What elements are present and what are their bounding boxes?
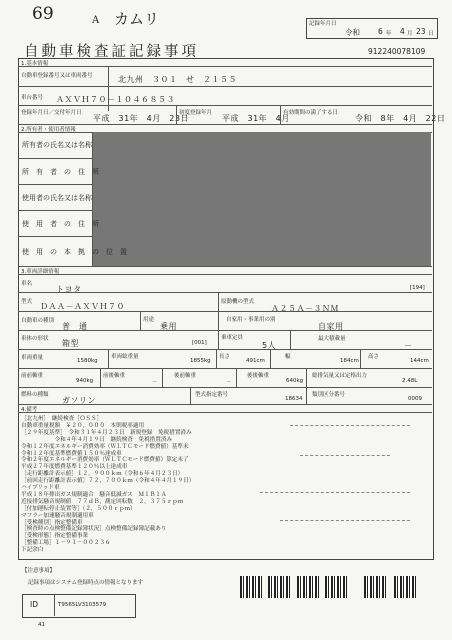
- type-no-label: 型式指定番号: [195, 392, 229, 398]
- remarks-line: ［受検種別］指定整備車: [21, 519, 83, 526]
- maker-value: トヨタ: [56, 285, 82, 294]
- record-date-era: 令和: [345, 28, 360, 37]
- day-unit: 日: [428, 31, 434, 37]
- width-label: 幅: [285, 354, 291, 360]
- rear-axle-value: 640kg: [286, 378, 304, 384]
- remarks-line: ［付加運転停止装置等］（２，５００ｒｐｍ）: [21, 505, 136, 512]
- remarks-line: ハイブリッド車: [21, 485, 60, 491]
- redacted-owner-info: [93, 132, 431, 266]
- capacity-label: 乗車定員: [221, 335, 244, 341]
- first-reg-value: 平成 31年 4月 23日: [93, 114, 189, 123]
- owner-address-label: 所 有 者 の 住 所: [22, 168, 99, 176]
- qr-code-6: [394, 576, 416, 598]
- first-reg-label: 登録年月日／交付年月日: [21, 110, 82, 116]
- height-value: 144cm: [410, 358, 429, 364]
- gross-label: 車両総重量: [111, 354, 139, 360]
- front2-value: －: [152, 380, 158, 386]
- width-value: 184cm: [340, 358, 359, 364]
- section-vehicle: 3.車両詳細情報: [21, 269, 60, 275]
- private-value: 自家用: [318, 322, 344, 331]
- remarks-line: 令和１２年度エネルギー消費効率（ＷＬＴＣモード燃費値）基準未: [21, 443, 189, 450]
- remarks-line: ［２９年度基準］ 令和３１年４月２３日 新規登録 免税措置済み: [21, 429, 192, 436]
- engine-value: Ａ２５Ａ－３ＮＭ: [271, 304, 339, 313]
- record-date-label: 記録年月日: [309, 21, 337, 27]
- height-label: 高さ: [368, 354, 380, 360]
- remarks-line: ［受検形態］指定整備事業: [21, 533, 89, 540]
- handwritten-number: 69: [32, 4, 54, 24]
- page-title: 自動車検査証記録事項: [24, 44, 199, 60]
- remarks-line: 令和１２年度基準燃費値１５０％達成車: [21, 450, 122, 457]
- owner-name-label: 所有者の氏名又は名称: [22, 141, 92, 149]
- private-label: 自家用・事業用の別: [226, 317, 276, 323]
- length-label: 長さ: [219, 354, 231, 360]
- record-date-year: 6: [378, 27, 383, 36]
- id-value: T9565LV3103579: [58, 602, 107, 608]
- displacement-label: 総排気量又は定格出力: [312, 373, 368, 379]
- max-load-label: 最大積載量: [318, 336, 346, 342]
- expiry-label: 有効期間の満了する日: [283, 110, 339, 116]
- base-location-label: 使 用 の 本 拠 の 位 置: [22, 248, 127, 256]
- remarks-line: 近接排気騒音規制値 ７７ｄＢ，測定回転数 ２，３７５ｒｐｍ: [21, 498, 184, 505]
- chassis-label: 車台番号: [21, 95, 44, 101]
- body-code: [001]: [192, 340, 207, 346]
- engine-label: 原動機の型式: [221, 299, 255, 305]
- kind-value: 普 通: [62, 322, 88, 331]
- remarks-line: ［北九州］ 継続検査［ＯＳＳ］: [21, 416, 103, 422]
- remarks-line: ［前回走行距離計表示値］７２，７００ｋｍ（令和４年４月１９日）: [21, 478, 195, 485]
- record-date-month: 4: [400, 27, 405, 36]
- remarks-line: 令和４年４月１９日 継続検査 免税措置済み: [21, 436, 173, 443]
- remarks-line: 平成２７年度燃費基準１２０％以上達成車: [21, 464, 128, 471]
- body-label: 車体の形状: [21, 336, 49, 342]
- length-value: 491cm: [246, 358, 265, 364]
- category-label: 類別区分番号: [312, 392, 346, 398]
- remarks-line: 下記余白: [21, 547, 44, 554]
- type-no-value: 18634: [285, 396, 303, 402]
- user-name-label: 使用者の氏名又は名称: [22, 194, 92, 202]
- use-value: 乗用: [160, 322, 177, 331]
- user-address-label: 使 用 者 の 住 所: [22, 220, 99, 228]
- rear1-label: 後前軸重: [174, 373, 197, 379]
- id-label: ID: [30, 600, 38, 609]
- qr-code-1: [240, 576, 262, 598]
- kind-label: 自動車の種別: [21, 318, 55, 324]
- section-remarks: 4.備考: [21, 407, 38, 413]
- page-mark: 41: [38, 622, 45, 628]
- notes-text: 記録事項はシステム登録時点の情報となります: [28, 580, 143, 586]
- section-owner: 2.所有者・使用者情報: [21, 127, 76, 133]
- use-label: 用途: [143, 317, 155, 323]
- max-load-value: －: [404, 341, 413, 350]
- body-value: 箱型: [62, 339, 79, 348]
- chassis-value: ＡＸＶＨ７０－１０４６８５３: [56, 95, 175, 104]
- handwritten-model: カムリ: [114, 10, 160, 28]
- remarks-line: ［整備工場］１－９１－００２３６: [21, 540, 111, 547]
- remarks-line: マフラー加速騒音規制適用車: [21, 512, 94, 519]
- maker-code: [194]: [410, 285, 425, 291]
- qr-code-4: [325, 576, 347, 598]
- front2-label: 前後軸重: [103, 373, 126, 379]
- rear1-value: －: [226, 380, 232, 386]
- gross-value: 1855kg: [190, 358, 211, 364]
- reg-value: 北九州 ３０１ せ ２１５５: [118, 75, 237, 84]
- qr-code-5: [364, 576, 386, 598]
- first-year-label: 初度登録年月: [179, 110, 213, 116]
- month-unit: 月: [407, 31, 413, 37]
- remarks-line: 令和２年度エネルギー消費効率（ＷＬＴＣモード燃費値）算定未了: [21, 457, 189, 464]
- model-value: ＤＡＡ－ＡＸＶＨ７０: [40, 302, 125, 311]
- weight-value: 1580kg: [77, 358, 98, 364]
- front-axle-value: 940kg: [76, 378, 94, 384]
- remarks-line: 平成１８年排出ガス規制適合 騒音低減ガス Ｍ１Ｂ１Ａ: [21, 491, 167, 498]
- rear-axle-label: 後後軸重: [247, 373, 270, 379]
- model-label: 型式: [21, 299, 33, 305]
- section-notes: 【注意事項】: [22, 568, 56, 574]
- category-value: 0009: [408, 396, 422, 402]
- capacity-value: 5人: [262, 341, 277, 350]
- front-axle-label: 前前軸重: [21, 373, 44, 379]
- qr-code-3: [297, 576, 319, 598]
- remarks-line: 自動車重量税額 ￥２０，０００ 本則税率適用: [21, 422, 145, 429]
- doc-number: 912240078109: [368, 47, 426, 56]
- reg-label: 自動車登録番号又は車両番号: [21, 73, 93, 79]
- fuel-value: ガソリン: [62, 396, 96, 405]
- displacement-value: 2.48L: [402, 378, 418, 384]
- remarks-line: ［検査時の点検整備記録簿状況］点検整備記録簿記載あり: [21, 526, 167, 533]
- remarks-line: ［走行距離計表示値］１２，９００ｋｍ（令和６年４月２３日）: [21, 471, 184, 478]
- weight-label: 車両重量: [21, 355, 44, 361]
- year-unit: 年: [386, 31, 392, 37]
- section-basic: 1.基本情報: [21, 61, 49, 67]
- handwritten-letter: A: [92, 15, 100, 26]
- record-date-day: 23: [416, 27, 426, 36]
- expiry-value: 令和 8年 4月 22日: [355, 114, 446, 123]
- first-year-value: 平成 31年 4月: [222, 114, 290, 123]
- fuel-label: 燃料の種類: [21, 392, 49, 398]
- maker-label: 車名: [21, 281, 33, 287]
- qr-code-2: [268, 576, 290, 598]
